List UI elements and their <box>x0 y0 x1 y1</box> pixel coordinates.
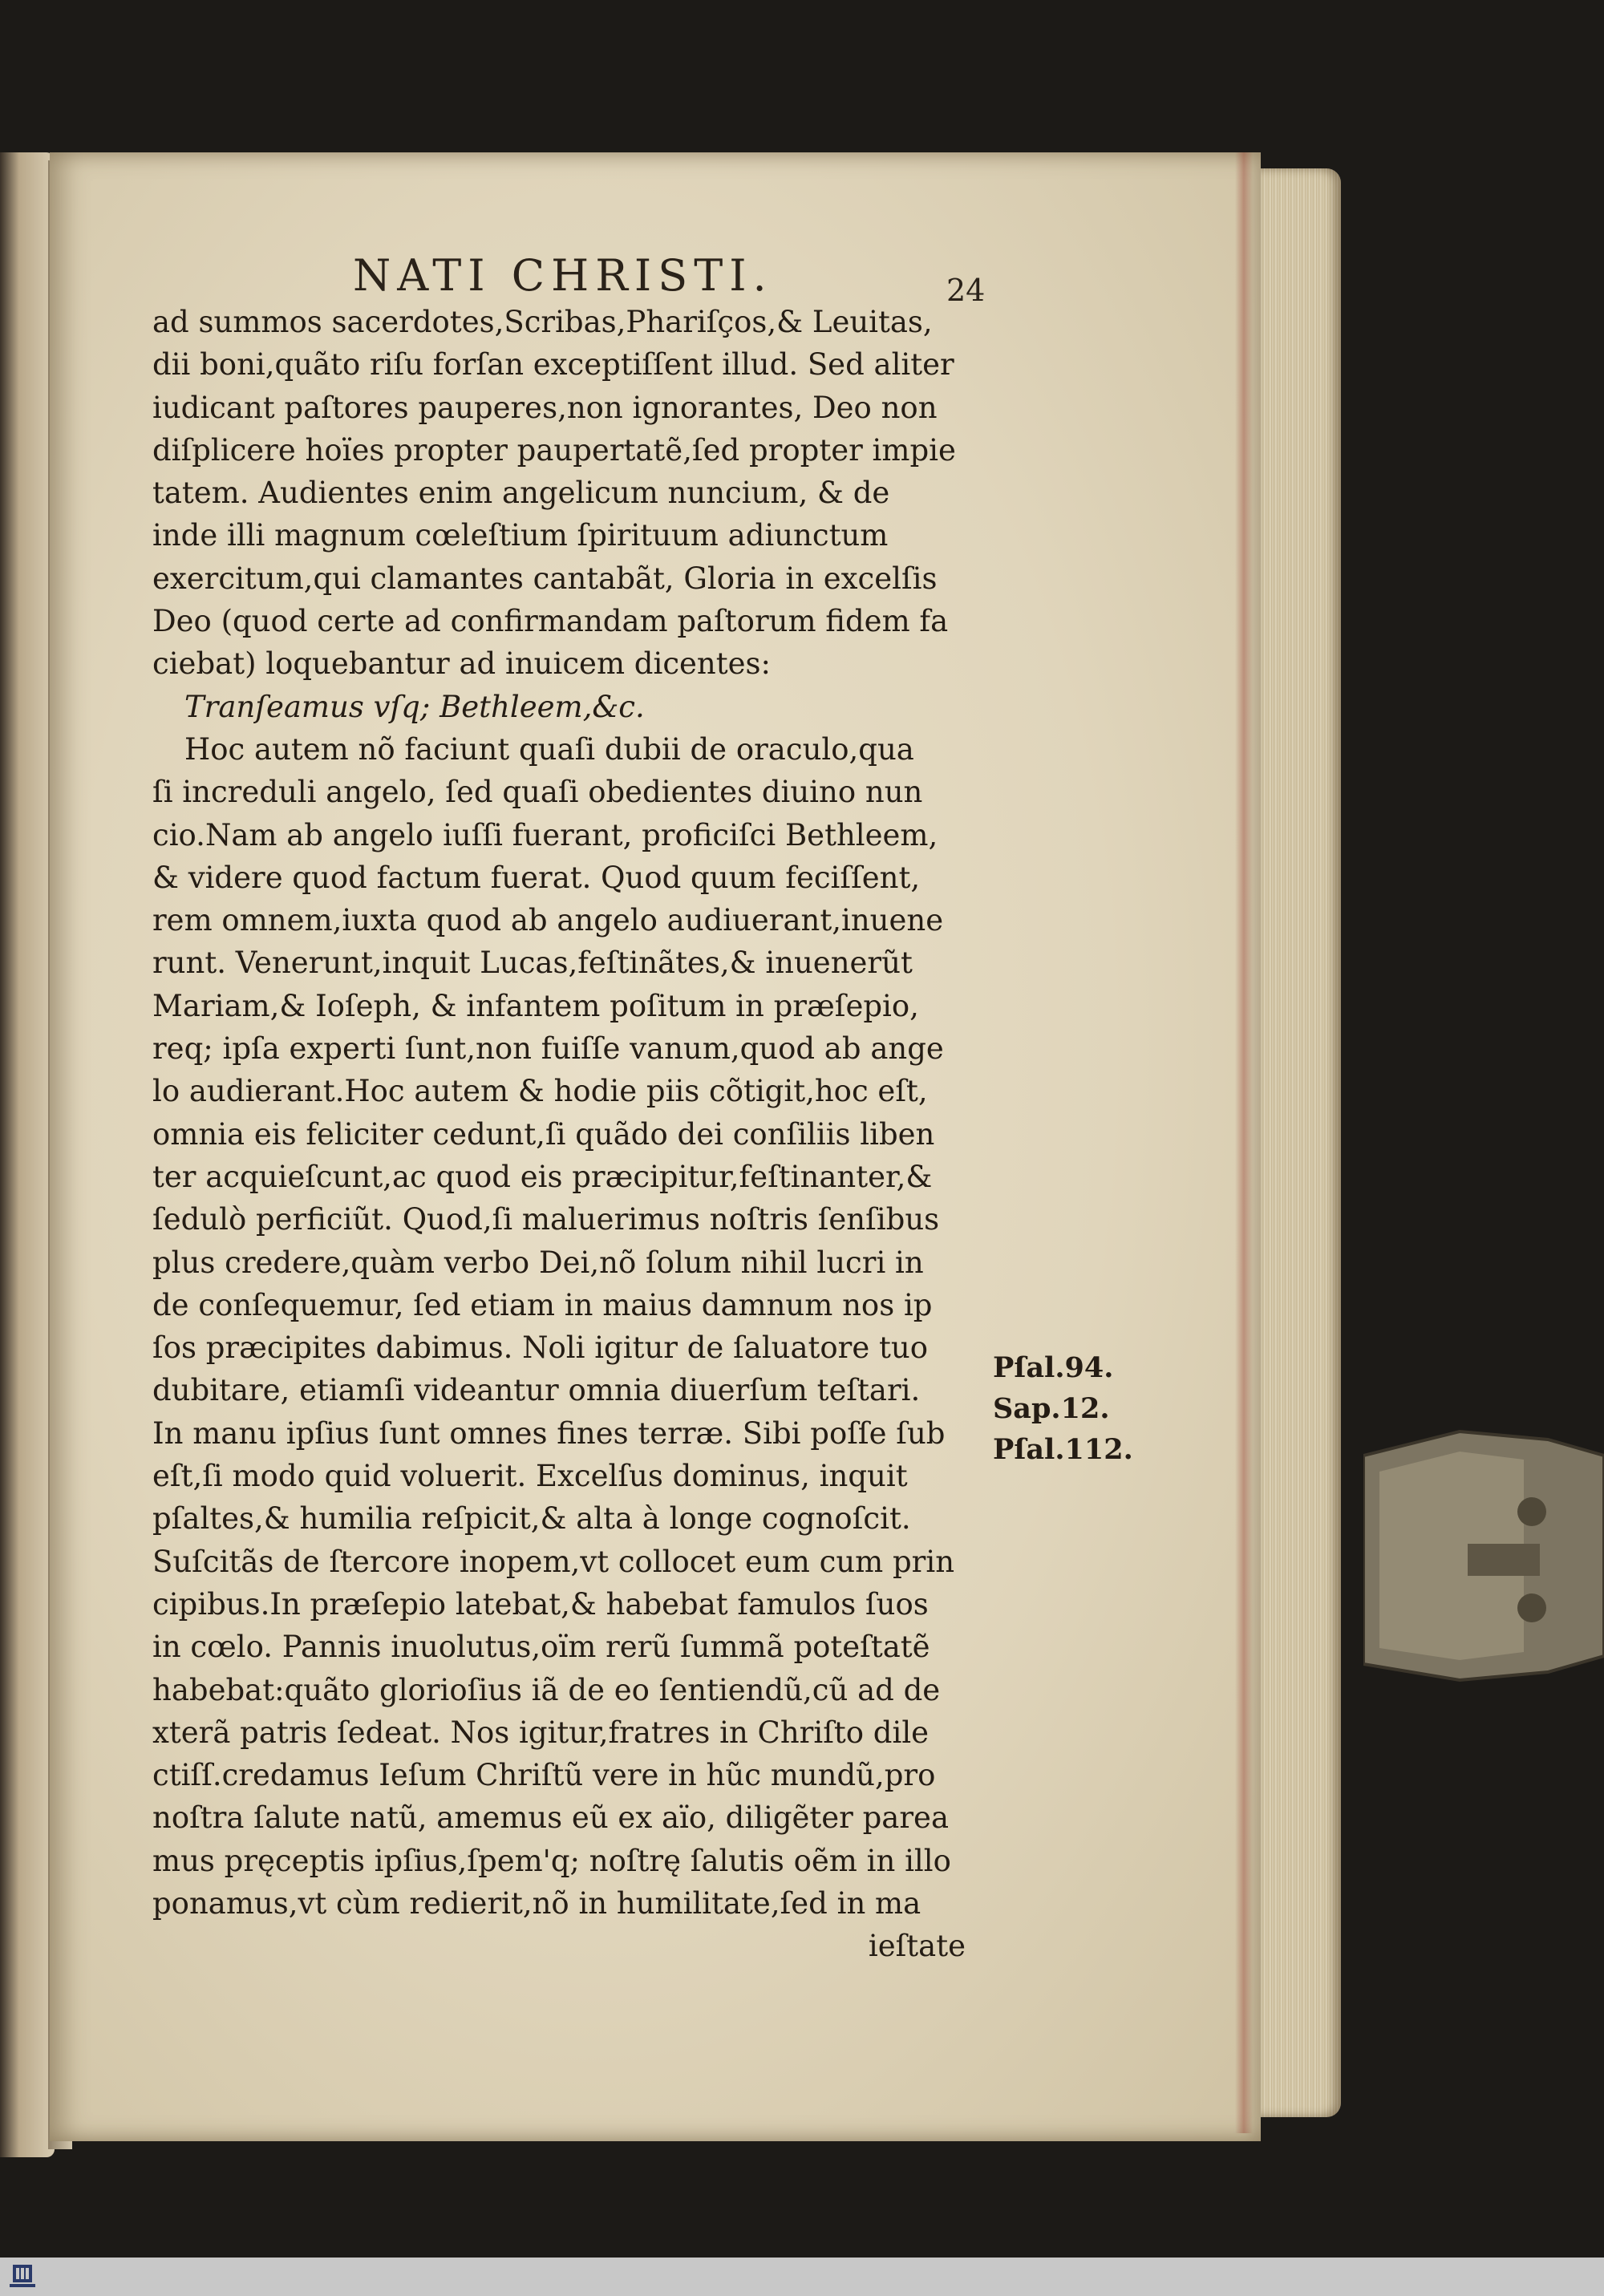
marginal-note: Pſal.94. <box>993 1351 1114 1384</box>
text-line: cio.Nam ab angelo iuſſi fuerant, proficiſci Bethleem, <box>152 817 938 852</box>
text-line: ſi increduli angelo, ſed quaſi obedientes diuino nun <box>152 775 923 810</box>
text-line: & videre quod factum fuerat. Quod quum feciſſent, <box>152 860 921 895</box>
text-line: Hoc autem nõ faciunt quaſi dubii de oraculo,qua <box>184 731 914 767</box>
text-line: Deo (quod certe ad confirmandam paſtorum fidem fa <box>152 604 949 639</box>
page-edge-tint <box>1235 152 1253 2133</box>
text-line: tatem. Audientes enim angelicum nuncium, & de <box>152 476 890 511</box>
text-line: runt. Venerunt,inquit Lucas,feſtinãtes,& inuenerũt <box>152 946 913 981</box>
folio-number: 24 <box>946 273 986 308</box>
text-line: inde illi magnum cœleſtium ſpirituum adiunctum <box>152 518 889 553</box>
quotation-line: Tranſeamus vſq; Bethleem,&c. <box>184 689 645 724</box>
text-line: rem omnem,iuxta quod ab angelo audiuerant,inuene <box>152 903 944 938</box>
clasp-icon <box>1363 1423 1604 1688</box>
text-line: iudicant paſtores pauperes,non ignorantes, Deo non <box>152 390 938 425</box>
text-line: ſedulò perficiũt. Quod,ſi maluerimus noſtris ſenſibus <box>152 1202 940 1237</box>
catchword: ieſtate <box>868 1929 966 1964</box>
text-line: noſtra ſalute natũ, amemus eũ ex aïo, diligẽter parea <box>152 1800 950 1836</box>
text-line: ad summos sacerdotes,Scribas,Phariſços,& Leuitas, <box>152 305 933 339</box>
text-line: mus pręceptis ipſius,ſpem'q; noſtrę ſalutis oẽm in illo <box>152 1843 951 1878</box>
text-line: ciebat) loquebantur ad inuicem dicentes: <box>152 646 771 682</box>
text-line: ter acquieſcunt,ac quod eis præcipitur,feſtinanter,& <box>152 1159 933 1194</box>
text-line: diſplicere hoïes propter paupertatẽ,ſed propter impie <box>152 432 956 468</box>
text-line: ſos præcipites dabimus. Noli igitur de ſaluatore tuo <box>152 1330 929 1366</box>
text-line: ctiſſ.credamus Ieſum Chriſtũ vere in hũc mundũ,pro <box>152 1758 936 1793</box>
viewer-footer-bar <box>0 2258 1604 2296</box>
marginal-note: Pſal.112. <box>993 1433 1133 1466</box>
text-line: dubitare, etiamſi videantur omnia diuerſum teſtari. <box>152 1373 921 1408</box>
text-line: ponamus,vt cùm redierit,nõ in humilitate,ſed in ma <box>152 1885 921 1921</box>
text-line: eſt,ſi modo quid voluerit. Excelſus dominus, inquit <box>152 1459 908 1494</box>
text-line: Suſcitãs de ſtercore inopem,vt collocet eum cum prin <box>152 1544 955 1579</box>
left-page-edge <box>0 152 55 2157</box>
marginal-note: Sap.12. <box>993 1392 1110 1425</box>
text-line: in cœlo. Pannis inuolutus,oïm rerũ ſummã poteſtatẽ <box>152 1630 930 1665</box>
text-line: pſaltes,& humilia reſpicit,& alta à longe cognoſcit. <box>152 1501 911 1537</box>
text-line: dii boni,quãto riſu forſan exceptiſſent illud. Sed aliter <box>152 347 954 383</box>
text-line: exercitum,qui clamantes cantabãt, Gloria in excelſis <box>152 561 938 596</box>
text-line: de conſequemur, ſed etiam in maius damnum nos ip <box>152 1287 933 1322</box>
marginal-notes <box>993 1347 1133 1470</box>
text-line: In manu ipſius ſunt omnes fines terræ. Sibi poſſe ſub <box>152 1415 946 1451</box>
text-line: xterã patris ſedeat. Nos igitur,fratres in Chriſto dile <box>152 1715 930 1750</box>
text-line: cipibus.In præſepio latebat,& habebat famulos ſuos <box>152 1586 929 1622</box>
text-line: omnia eis feliciter cedunt,ſi quãdo dei conſiliis liben <box>152 1116 935 1152</box>
text-block <box>152 301 994 1968</box>
text-line: lo audierant.Hoc autem & hodie piis cõtigit,hoc eſt, <box>152 1074 928 1109</box>
text-line: plus credere,quàm verbo Dei,nõ ſolum nihil lucri in <box>152 1245 924 1280</box>
text-line: habebat:quãto glorioſius iã de eo ſentiendũ,cũ ad de <box>152 1672 941 1707</box>
library-logo-icon <box>6 2260 38 2292</box>
text-line: req; ipſa experti ſunt,non fuiſſe vanum,quod ab ange <box>152 1031 944 1067</box>
text-line: Mariam,& Ioſeph, & infantem poſitum in præſepio, <box>152 988 919 1023</box>
fore-edge <box>1261 168 1341 2117</box>
running-head: NATI CHRISTI. <box>353 250 773 301</box>
